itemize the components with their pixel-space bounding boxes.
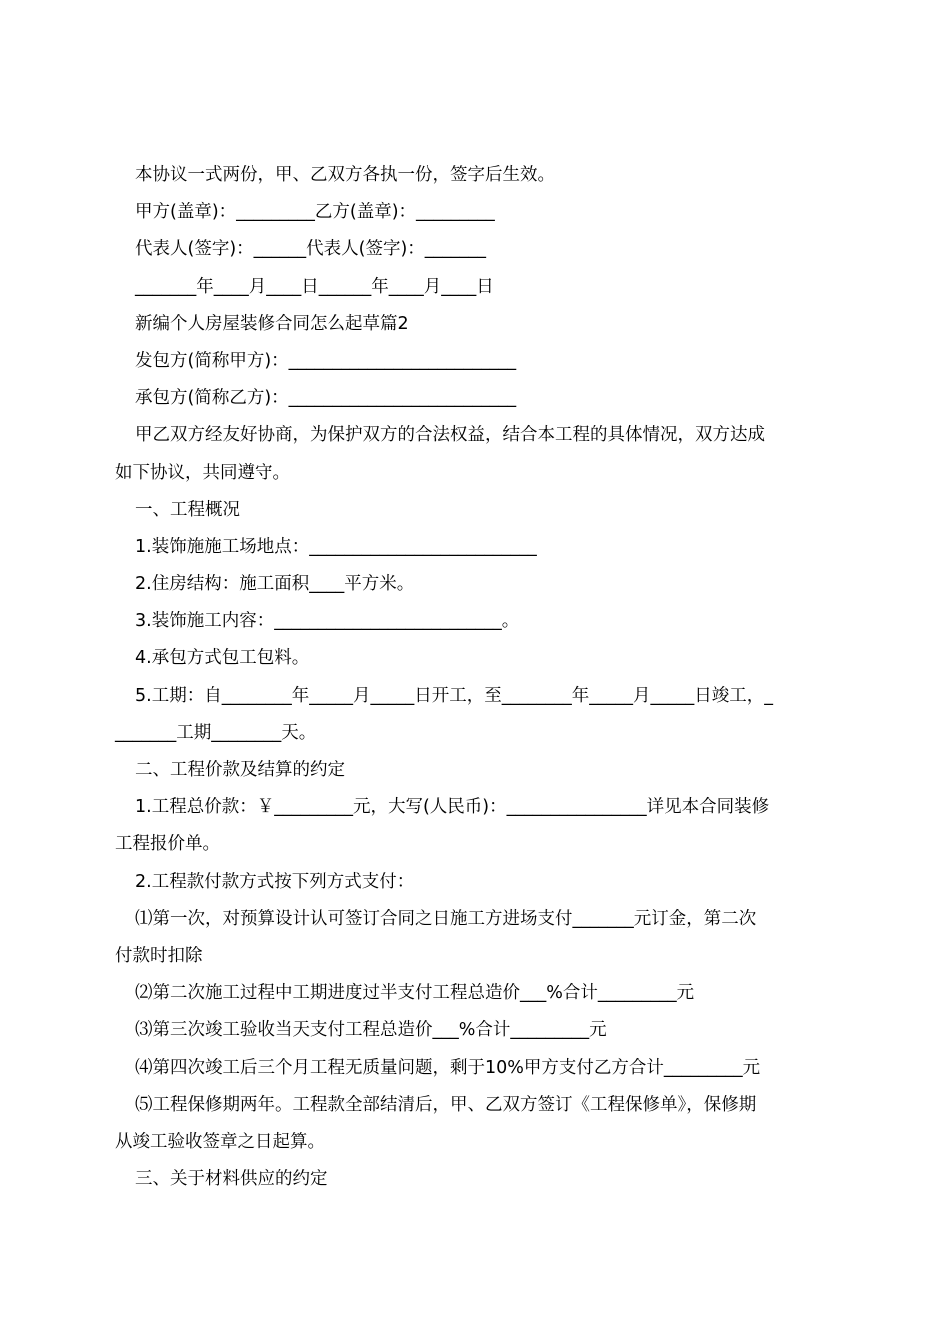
document-body — [115, 157, 835, 1198]
paragraph-line: 从竣工验收签章之日起算。 — [115, 1131, 325, 1152]
paragraph-line: 代表人(签字)：______代表人(签字)：_______ — [135, 239, 487, 260]
paragraph-line: 4.承包方式包工包料。 — [135, 648, 310, 669]
paragraph-line: 付款时扣除 — [115, 945, 203, 966]
paragraph-line: 发包方(简称甲方)：__________________________ — [135, 350, 517, 371]
paragraph-line: 承包方(简称乙方)：__________________________ — [135, 388, 517, 409]
paragraph-line: 如下协议，共同遵守。 — [115, 462, 290, 483]
section-heading: 一、工程概况 — [135, 499, 240, 520]
section-heading: 二、工程价款及结算的约定 — [135, 760, 345, 780]
paragraph-line: ⑷第四次竣工后三个月工程无质量问题，剩于10%甲方支付乙方合计_________元 — [135, 1057, 761, 1078]
paragraph-line: 1.装饰施施工场地点：__________________________ — [135, 536, 537, 557]
paragraph-line: 工程报价单。 — [115, 834, 220, 855]
paragraph-line: 2.工程款付款方式按下列方式支付： — [135, 871, 415, 892]
paragraph-line: 甲方(盖章)：_________乙方(盖章)：_________ — [135, 202, 495, 223]
paragraph-line: _______工期________天。 — [115, 722, 317, 743]
paragraph-line: 本协议一式两份，甲、乙双方各执一份，签字后生效。 — [135, 165, 555, 185]
paragraph-line: 3.装饰施工内容：__________________________。 — [135, 611, 520, 632]
section-heading: 三、关于材料供应的约定 — [135, 1169, 328, 1190]
paragraph-line: ⑶第三次竣工验收当天支付工程总造价___%合计_________元 — [135, 1020, 607, 1041]
paragraph-line: _______年____月____日______年____月____日 — [135, 276, 494, 297]
paragraph-line: ⑴第一次，对预算设计认可签订合同之日施工方进场支付_______元订金，第二次 — [135, 908, 757, 929]
paragraph-line: 甲乙双方经友好协商，为保护双方的合法权益，结合本工程的具体情况，双方达成 — [135, 425, 765, 446]
paragraph-line: 5.工期：自________年_____月_____日开工，至________年_____月_____日竣工，_ — [135, 685, 773, 706]
paragraph-line: 1.工程总价款：￥_________元，大写(人民币)：________________详见本合同装修 — [135, 797, 770, 818]
paragraph-line: 2.住房结构：施工面积____平方米。 — [135, 574, 415, 595]
paragraph-line: ⑵第二次施工过程中工期进度过半支付工程总造价___%合计_________元 — [135, 983, 695, 1004]
paragraph-line: ⑸工程保修期两年。工程款全部结清后，甲、乙双方签订《工程保修单》，保修期 — [135, 1094, 757, 1115]
section-heading: 新编个人房屋装修合同怎么起草篇2 — [135, 313, 409, 334]
